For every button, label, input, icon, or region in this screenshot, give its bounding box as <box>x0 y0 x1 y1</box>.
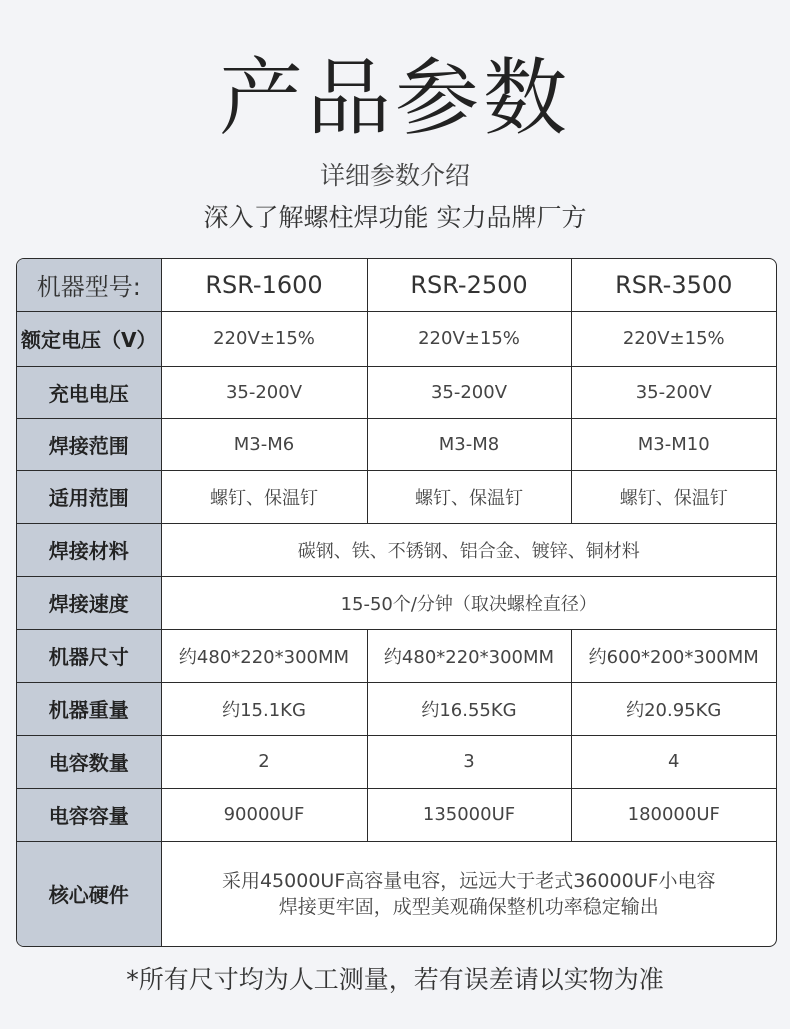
table-cell: 220V±15% <box>161 311 367 366</box>
measurement-disclaimer: *所有尺寸均为人工测量，若有误差请以实物为准 <box>126 965 664 994</box>
core-hardware-line: 采用45000UF高容量电容，远远大于老式36000UF小电容 <box>221 869 716 892</box>
table-row-dimensions <box>17 629 776 682</box>
row-label: 焊接范围 <box>17 418 161 470</box>
table-cell: 180000UF <box>571 788 776 841</box>
table-cell: 2 <box>161 735 367 788</box>
table-cell: 螺钉、保温钉 <box>367 470 571 523</box>
model-name: RSR-2500 <box>367 259 571 311</box>
page-title: 产品参数 <box>218 49 571 147</box>
table-cell: 3 <box>367 735 571 788</box>
table-cell: 220V±15% <box>367 311 571 366</box>
table-cell: 220V±15% <box>571 311 776 366</box>
table-cell: 35-200V <box>161 366 367 418</box>
table-row-materials <box>17 523 776 576</box>
table-cell: 35-200V <box>571 366 776 418</box>
table-cell: 约480*220*300MM <box>367 629 571 682</box>
table-cell-merged: 15-50个/分钟（取决螺栓直径） <box>161 576 776 629</box>
table-cell: M3-M8 <box>367 418 571 470</box>
spec-table <box>16 258 777 947</box>
row-label: 核心硬件 <box>17 841 161 946</box>
row-label: 适用范围 <box>17 470 161 523</box>
brand-slogan: 深入了解螺柱焊功能 实力品牌厂方 <box>203 203 587 232</box>
table-cell: 约480*220*300MM <box>161 629 367 682</box>
table-row-weight <box>17 682 776 735</box>
model-name: RSR-3500 <box>571 259 776 311</box>
table-cell: 35-200V <box>367 366 571 418</box>
row-label: 机器尺寸 <box>17 629 161 682</box>
table-row-models <box>17 259 776 311</box>
table-cell: 4 <box>571 735 776 788</box>
model-name: RSR-1600 <box>161 259 367 311</box>
table-row-capacitor-count <box>17 735 776 788</box>
table-cell: M3-M6 <box>161 418 367 470</box>
table-row-capacitance <box>17 788 776 841</box>
core-hardware-line: 焊接更牢固，成型美观确保整机功率稳定输出 <box>278 895 659 918</box>
table-row-application <box>17 470 776 523</box>
table-cell: 约16.55KG <box>367 682 571 735</box>
page-subtitle: 详细参数介绍 <box>319 161 470 190</box>
row-label: 电容数量 <box>17 735 161 788</box>
row-label: 电容容量 <box>17 788 161 841</box>
table-cell: 螺钉、保温钉 <box>571 470 776 523</box>
table-cell: 约600*200*300MM <box>571 629 776 682</box>
table-cell: 螺钉、保温钉 <box>161 470 367 523</box>
row-label: 焊接材料 <box>17 523 161 576</box>
table-cell: 135000UF <box>367 788 571 841</box>
table-row-rated-voltage <box>17 311 776 366</box>
table-row-speed <box>17 576 776 629</box>
table-row-core-hardware <box>17 841 776 946</box>
table-cell: 约15.1KG <box>161 682 367 735</box>
row-label: 额定电压（V） <box>17 311 161 366</box>
table-cell: M3-M10 <box>571 418 776 470</box>
table-cell-merged: 碳钢、铁、不锈钢、铝合金、镀锌、铜材料 <box>161 523 776 576</box>
spec-table-grid <box>17 259 776 946</box>
table-cell-merged <box>161 841 776 946</box>
row-label: 充电电压 <box>17 366 161 418</box>
table-cell: 90000UF <box>161 788 367 841</box>
row-label: 机器重量 <box>17 682 161 735</box>
row-label: 焊接速度 <box>17 576 161 629</box>
table-row-weld-range <box>17 418 776 470</box>
table-cell: 约20.95KG <box>571 682 776 735</box>
row-label-model: 机器型号: <box>17 259 161 311</box>
table-row-charge-voltage <box>17 366 776 418</box>
